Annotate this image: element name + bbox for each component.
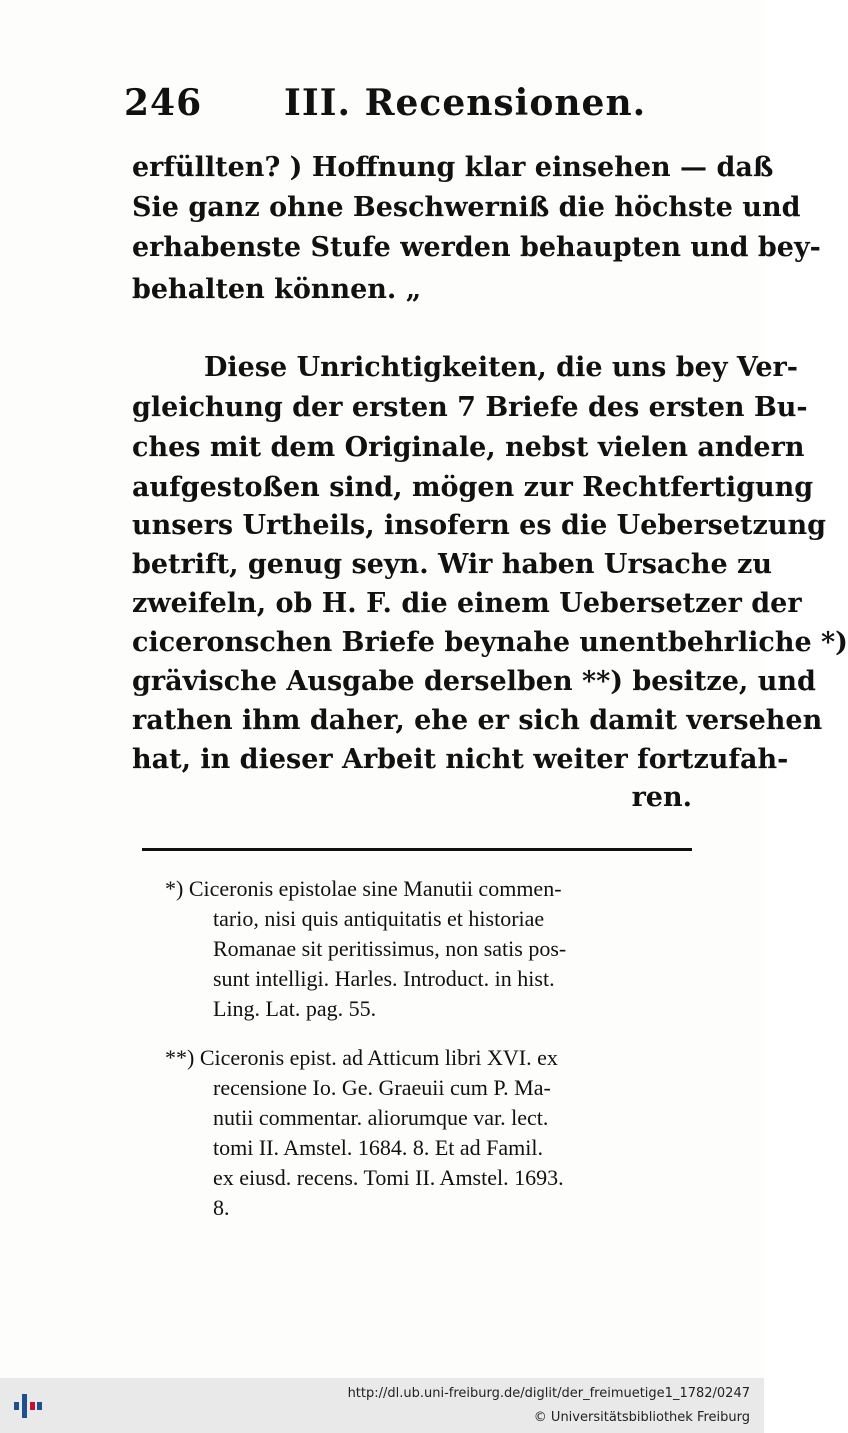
text-line: grävische Ausgabe derselben **) besitze, und: [132, 666, 816, 697]
page-number: 246: [124, 82, 203, 124]
text-line: ciceronschen Briefe beynahe unentbehrliche *): [132, 627, 848, 658]
copyright-notice: © Universitätsbibliothek Freiburg: [533, 1410, 750, 1425]
text-line: erhabenste Stufe werden behaupten und bey-: [132, 232, 821, 263]
paragraph-start-line: Diese Unrichtigkeiten, die uns bey Ver-: [204, 352, 798, 383]
permalink-url[interactable]: http://dl.ub.uni-freiburg.de/diglit/der_freimuetige1_1782/0247: [347, 1386, 750, 1401]
footnote-line: **) Ciceronis epist. ad Atticum libri XVI. ex: [165, 1045, 558, 1070]
text-line: hat, in dieser Arbeit nicht weiter fortzufah-: [132, 744, 789, 775]
footnote-line: *) Ciceronis epistolae sine Manutii commen-: [165, 876, 562, 901]
text-line: erfüllten? ) Hoffnung klar einsehen — daß: [132, 152, 774, 183]
footnote-line: tomi II. Amstel. 1684. 8. Et ad Famil.: [213, 1135, 543, 1160]
text-line: gleichung der ersten 7 Briefe des ersten Bu-: [132, 392, 808, 423]
text-line: ches mit dem Originale, nebst vielen andern: [132, 432, 805, 463]
footnote-line: Ling. Lat. pag. 55.: [213, 996, 377, 1021]
footnote-line: tario, nisi quis antiquitatis et historiae: [213, 906, 545, 931]
running-head: III. Recensionen.: [284, 82, 647, 124]
footnote-line: sunt intelligi. Harles. Introduct. in hist.: [213, 966, 555, 991]
footnote-divider: [142, 848, 692, 851]
ub-freiburg-logo-icon[interactable]: [10, 1388, 46, 1424]
footnote-line: nutii commentar. aliorumque var. lect.: [213, 1105, 549, 1130]
text-line: betrift, genug seyn. Wir haben Ursache zu: [132, 549, 773, 580]
text-line: zweifeln, ob H. F. die einem Uebersetzer der: [132, 588, 802, 619]
text-line: aufgestoßen sind, mögen zur Rechtfertigung: [132, 472, 814, 503]
text-line: rathen ihm daher, ehe er sich damit versehen: [132, 705, 823, 736]
text-line: unsers Urtheils, insofern es die Uebersetzung: [132, 510, 826, 541]
footnote-line: Romanae sit peritissimus, non satis pos-: [213, 936, 567, 961]
catchword-line: ren.: [631, 782, 692, 813]
footer-bar: [0, 1378, 764, 1433]
page-header: [124, 82, 704, 132]
footnote-line: recensione Io. Ge. Graeuii cum P. Ma-: [213, 1075, 551, 1100]
footnote-line: 8.: [213, 1195, 230, 1220]
footnote-line: ex eiusd. recens. Tomi II. Amstel. 1693.: [213, 1165, 564, 1190]
text-line: behalten können. „: [132, 274, 422, 305]
text-line: Sie ganz ohne Beschwerniß die höchste und: [132, 192, 801, 223]
